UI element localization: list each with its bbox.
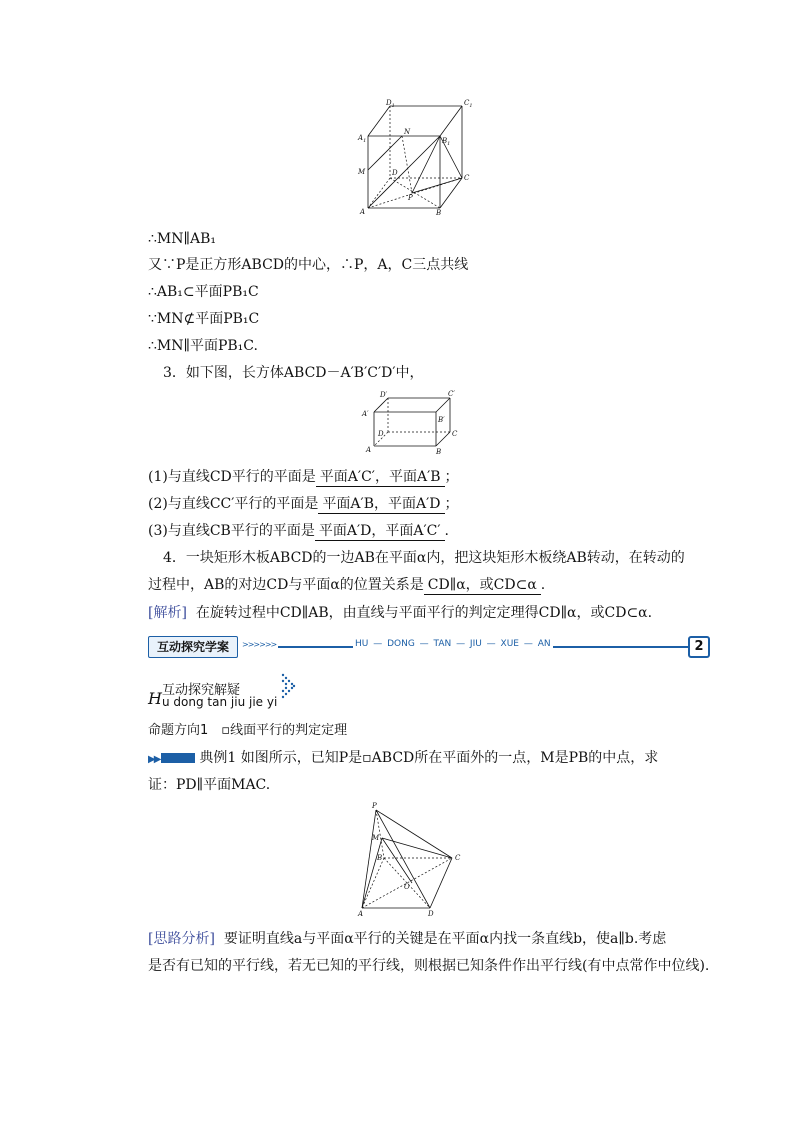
fig3-label-c: C: [455, 854, 461, 862]
proof-line-4: ∵MN⊄平面PB₁C: [148, 311, 260, 327]
heading-pinyin: u dong tan jiu jie yi: [162, 695, 278, 709]
analysis-tag: [解析]: [148, 605, 187, 621]
fig3-label-b: B: [377, 854, 383, 862]
fig3-label-a: A: [358, 910, 364, 918]
q3-answer-2: 平面A′B，平面A′D: [318, 495, 444, 514]
fig3-label-o: O: [404, 883, 410, 891]
fig2-label-bp: B′: [438, 416, 445, 424]
example-arrow-icon: ▶▶: [148, 754, 160, 765]
fig2-label-dp: D′: [380, 391, 388, 399]
q3-answer-1: 平面A′C′，平面A′B: [316, 468, 445, 487]
fig1-label-b1: $B_1$: [442, 137, 451, 147]
q3-part-2: (2)与直线CC′平行的平面是 平面A′B，平面A′D ；: [148, 496, 459, 512]
question-3: 3．如下图，长方体ABCD－A′B′C′D′中，: [163, 365, 424, 381]
analysis-line: [解析] 在旋转过程中CD∥AB，由直线与平面平行的判定定理得CD∥α，或CD⊂α.: [148, 605, 653, 621]
heading-title: 互动探究解疑: [162, 683, 241, 698]
heading-initial: H: [148, 689, 162, 708]
fig1-label-c1: $C_1$: [464, 99, 473, 109]
question-4-line-1: 4．一块矩形木板ABCD的一边AB在平面α内，把这块矩形木板绕AB转动，在转动的: [163, 550, 685, 566]
cube-figure: [352, 98, 477, 220]
fig1-label-a: A: [360, 208, 366, 216]
banner-pinyin: HU — DONG — TAN — JIU — XUE — AN: [355, 639, 551, 649]
fig1-label-d1: $D_1$: [386, 99, 395, 109]
fig1-label-c: C: [464, 174, 470, 182]
banner-arrows-icon: >>>>>>: [242, 640, 277, 649]
fig1-label-d: D: [392, 169, 398, 177]
example-line-2: 证：PD∥平面MAC.: [148, 777, 271, 793]
fig2-label-ap: A′: [362, 410, 369, 418]
fig1-label-a1: $A_1$: [358, 134, 367, 144]
example-marker: [161, 753, 195, 763]
fig2-label-a: A: [366, 446, 372, 454]
fig2-label-b: B: [436, 448, 442, 456]
fig1-label-b: B: [436, 209, 442, 217]
fig1-label-p: P: [408, 194, 413, 202]
fig3-label-m: M: [372, 834, 380, 842]
thinking-line-2: 是否有已知的平行线，若无已知的平行线，则根据已知条件作出平行线(有中点常作中位线).: [148, 958, 710, 974]
dotted-arrow-icon: [280, 672, 296, 700]
question-4-line-2: 过程中，AB的对边CD与平面α的位置关系是 CD∥α，或CD⊂α .: [148, 577, 546, 593]
proof-line-5: ∴MN∥平面PB₁C.: [148, 338, 258, 354]
banner-title: 互动探究学案: [148, 636, 238, 658]
cuboid-figure: [358, 388, 462, 460]
fig1-label-n: N: [404, 128, 411, 136]
pyramid-figure: [352, 800, 472, 920]
fig2-label-c: C: [452, 430, 458, 438]
topic-line: 命题方向1 ▫线面平行的判定定理: [148, 723, 348, 738]
q3-part-3: (3)与直线CB平行的平面是 平面A′D，平面A′C′ .: [148, 523, 449, 539]
proof-line-1: ∴MN∥AB₁: [148, 231, 216, 247]
fig3-label-p: P: [372, 802, 377, 810]
example-line-1: ▶▶ 典例1 如图所示，已知P是▫ABCD所在平面外的一点，M是PB的中点，求: [148, 750, 659, 766]
thinking-tag: [思路分析]: [148, 931, 215, 947]
fig3-label-d: D: [428, 910, 434, 918]
section-banner: [148, 636, 708, 656]
proof-line-2: 又∵P是正方形ABCD的中心，∴P，A，C三点共线: [148, 257, 469, 273]
proof-line-3: ∴AB₁⊂平面PB₁C: [148, 284, 259, 300]
fig1-label-m: M: [358, 168, 366, 176]
q3-answer-3: 平面A′D，平面A′C′: [315, 522, 445, 541]
fig2-label-cp: C′: [448, 390, 455, 398]
thinking-line-1: [思路分析] 要证明直线a与平面α平行的关键是在平面α内找一条直线b，使a∥b.考虑: [148, 931, 667, 947]
fig2-label-d: D: [378, 430, 384, 438]
banner-number: 2: [688, 636, 710, 658]
q4-answer: CD∥α，或CD⊂α: [424, 576, 541, 595]
q3-part-1: (1)与直线CD平行的平面是 平面A′C′，平面A′B ；: [148, 469, 459, 485]
